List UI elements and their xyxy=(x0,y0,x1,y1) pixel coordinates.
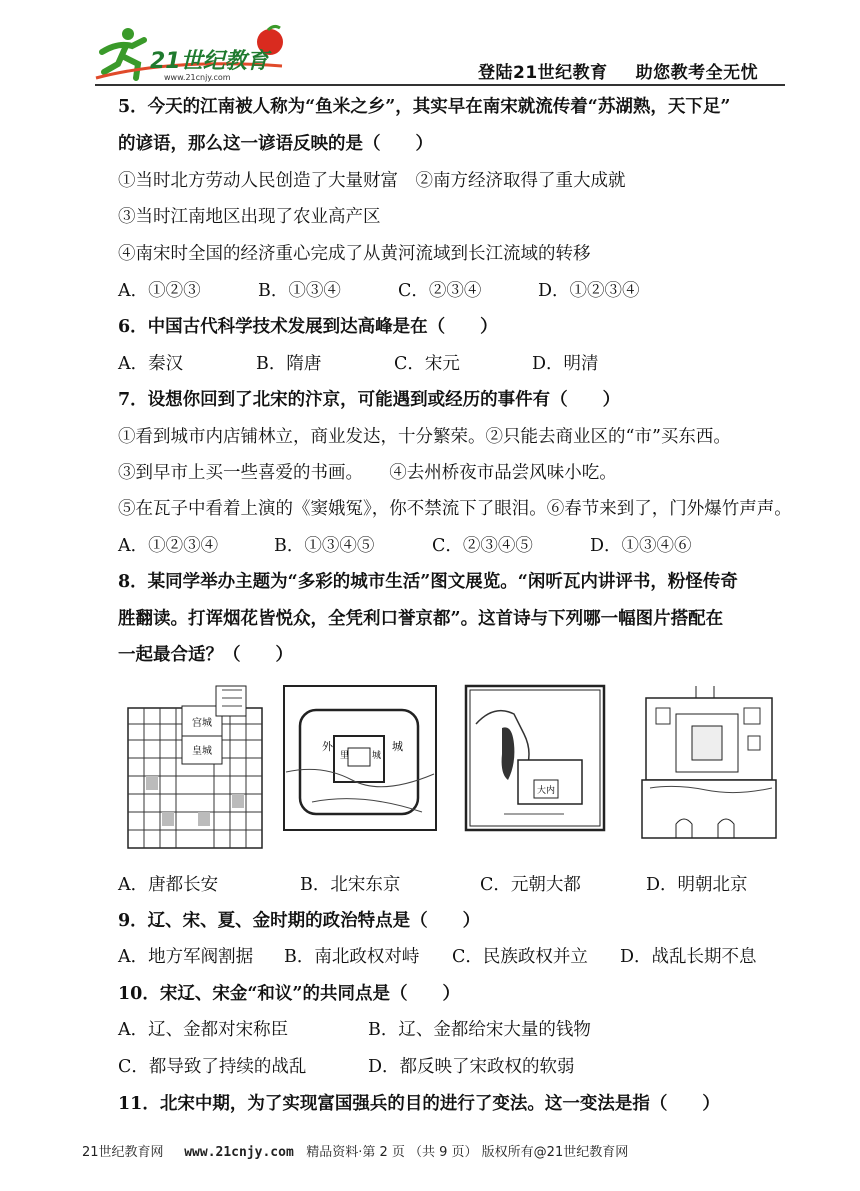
map-c-label-danei: 大内 xyxy=(536,786,556,796)
q6-option-c[interactable]: C．宋元 xyxy=(394,354,460,374)
q5-statement-3: ④南宋时全国的经济重心完成了从黄河流域到长江流域的转移 xyxy=(118,244,591,264)
q8-option-a[interactable]: A．唐都长安 xyxy=(118,875,219,895)
q7-option-b[interactable]: B．①③④⑤ xyxy=(274,536,375,556)
q5-option-d[interactable]: D．①②③④ xyxy=(538,281,640,301)
q7-options xyxy=(118,534,692,558)
footer-site: 21世纪教育网 xyxy=(82,1145,164,1160)
q8-map-figures xyxy=(120,684,780,854)
q7-stem: 7．设想你回到了北宋的汴京，可能遇到或经历的事件有（ ） xyxy=(118,390,621,410)
page-header xyxy=(0,0,860,92)
footer-url[interactable]: www.21cnjy.com xyxy=(184,1145,294,1160)
q5-option-a[interactable]: A．①②③ xyxy=(118,281,201,301)
q9-options xyxy=(118,945,757,969)
q7-statement-3: ⑤在瓦子中看着上演的《窦娥冤》，你不禁流下了眼泪。⑥春节来到了，门外爆竹声声。 xyxy=(118,499,792,519)
q8-option-c[interactable]: C．元朝大都 xyxy=(480,875,581,895)
q7-statement-1: ①看到城市内店铺林立，商业发达，十分繁荣。②只能去商业区的“市”买东西。 xyxy=(118,427,731,447)
q5-statement-1: ①当时北方劳动人民创造了大量财富 ②南方经济取得了重大成就 xyxy=(118,171,626,191)
footer-info: 精品资料·第 2 页 （共 9 页） 版权所有@21世纪教育网 xyxy=(306,1145,629,1160)
header-rule xyxy=(95,84,785,86)
logo-url: www.21cnjy.com xyxy=(164,73,231,82)
q10-option-d[interactable]: D．都反映了宋政权的软弱 xyxy=(368,1057,575,1077)
slogan xyxy=(478,58,758,83)
q5-stem-line1: 5．今天的江南被人称为“鱼米之乡”，其实早在南宋就流传着“苏湖熟，天下足” xyxy=(118,97,731,117)
q7-statement-2: ③到早市上买一些喜爱的书画。 ④去州桥夜市品尝风味小吃。 xyxy=(118,463,617,483)
map-changan xyxy=(126,684,266,854)
q10-stem: 10．宋辽、宋金“和议”的共同点是（ ） xyxy=(118,984,460,1004)
q9-option-c[interactable]: C．民族政权并立 xyxy=(452,947,588,967)
q8-option-b[interactable]: B．北宋东京 xyxy=(300,875,401,895)
map-b-label-cheng1: 城 xyxy=(372,751,382,761)
q6-option-b[interactable]: B．隋唐 xyxy=(256,354,322,374)
q9-option-d[interactable]: D．战乱长期不息 xyxy=(620,947,757,967)
q10-options-row1 xyxy=(118,1018,591,1042)
map-dongjing xyxy=(282,684,438,834)
map-a-label-huangcheng: 皇城 xyxy=(192,746,212,757)
map-b-label-cheng2: 城 xyxy=(392,740,403,753)
q5-stem-line2: 的谚语，那么这一谚语反映的是（ ） xyxy=(118,134,433,154)
map-dadu xyxy=(464,684,606,834)
q5-option-b[interactable]: B．①③④ xyxy=(258,281,341,301)
q8-stem-line1: 8．某同学举办主题为“多彩的城市生活”图文展览。“闲听瓦内讲评书，粉怪传奇 xyxy=(118,572,738,592)
q6-option-d[interactable]: D．明清 xyxy=(532,354,599,374)
q5-options xyxy=(118,279,640,303)
slogan-right: 助您教考全无忧 xyxy=(635,63,759,83)
q10-option-b[interactable]: B．辽、金都给宋大量的钱物 xyxy=(368,1020,591,1040)
q8-stem-line3: 一起最合适？（ ） xyxy=(118,645,293,665)
q10-option-a[interactable]: A．辽、金都对宋称臣 xyxy=(118,1020,289,1040)
logo xyxy=(92,22,292,84)
q5-statement-2: ③当时江南地区出现了农业高产区 xyxy=(118,207,381,227)
map-beijing xyxy=(636,684,782,846)
q6-option-a[interactable]: A．秦汉 xyxy=(118,354,184,374)
q9-stem: 9．辽、宋、夏、金时期的政治特点是（ ） xyxy=(118,911,481,931)
map-b-label-wai: 外 xyxy=(322,740,333,753)
map-a-label-gongcheng: 宫城 xyxy=(192,718,212,729)
q7-option-d[interactable]: D．①③④⑥ xyxy=(590,536,692,556)
q5-option-c[interactable]: C．②③④ xyxy=(398,281,482,301)
q8-option-d[interactable]: D．明朝北京 xyxy=(646,875,748,895)
q9-option-b[interactable]: B．南北政权对峙 xyxy=(284,947,420,967)
slogan-left: 登陆21世纪教育 xyxy=(478,63,608,83)
map-b-label-li: 里 xyxy=(340,751,350,761)
q7-option-c[interactable]: C．②③④⑤ xyxy=(432,536,533,556)
q10-option-c[interactable]: C．都导致了持续的战乱 xyxy=(118,1057,307,1077)
q7-option-a[interactable]: A．①②③④ xyxy=(118,536,219,556)
logo-title: 21世纪教育 xyxy=(150,49,269,74)
page-footer xyxy=(82,1141,628,1160)
q6-stem: 6．中国古代科学技术发展到达高峰是在（ ） xyxy=(118,317,498,337)
q6-options xyxy=(118,352,599,376)
q8-stem-line2: 胜翻读。打诨烟花皆悦众，全凭利口誉京都”。这首诗与下列哪一幅图片搭配在 xyxy=(118,609,724,629)
q10-options-row2 xyxy=(118,1055,575,1079)
q11-stem: 11．北宋中期，为了实现富国强兵的目的进行了变法。这一变法是指（ ） xyxy=(118,1094,720,1114)
q8-options xyxy=(118,873,748,897)
q9-option-a[interactable]: A．地方军阀割据 xyxy=(118,947,254,967)
